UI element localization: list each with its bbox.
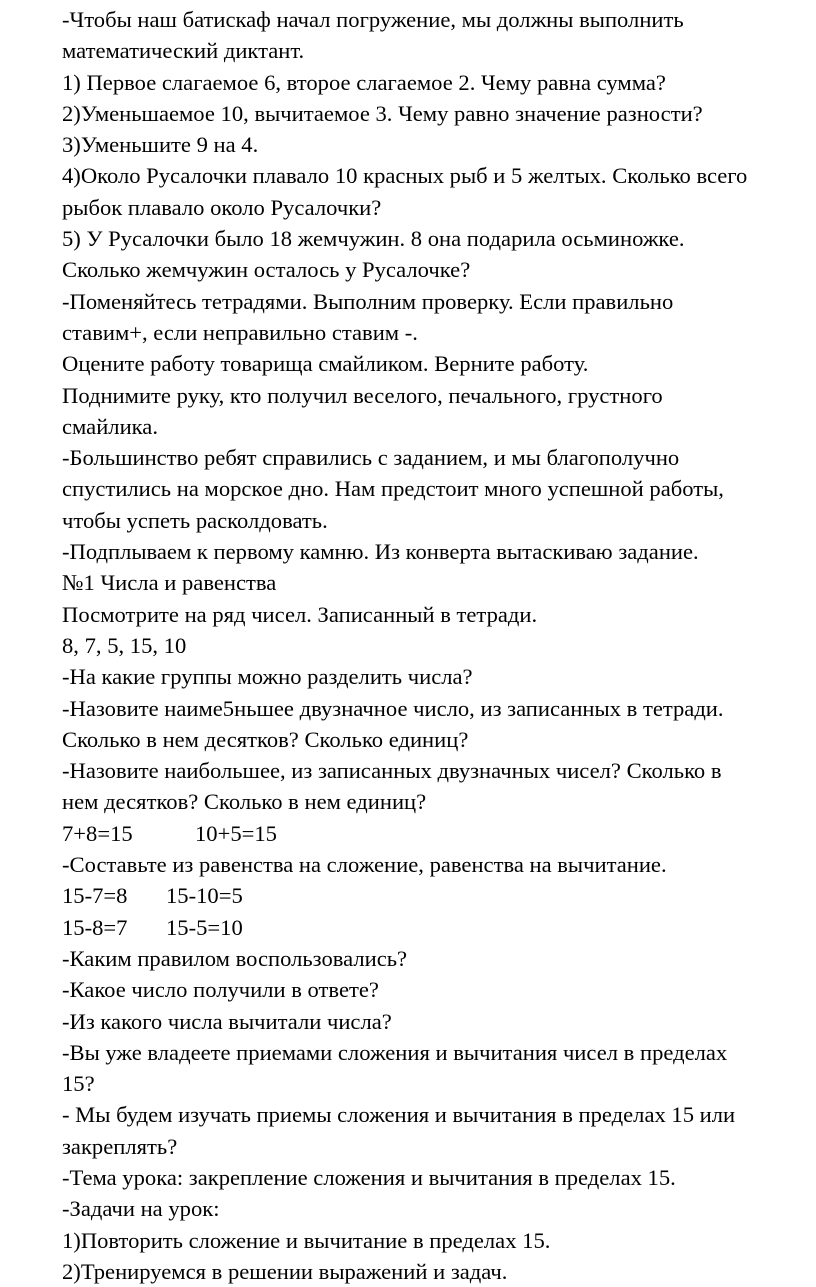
text-line: ставим+, если неправильно ставим -. <box>62 319 418 345</box>
text-line: спустились на морское дно. Нам предстоит много успешной работы, <box>62 476 724 502</box>
text-line: Сколько в нем десятков? Сколько единиц? <box>62 726 469 752</box>
subtraction-row <box>62 880 814 911</box>
dictation-question-2: 2)Уменьшаемое 10, вычитаемое 3. Чему равно значение разности? <box>62 100 703 126</box>
text-line: -Какое число получили в ответе? <box>62 977 379 1003</box>
text-line: -Вы уже владеете приемами сложения и вычитания чисел в пределах <box>62 1039 728 1065</box>
subtraction-b: 15-10=5 <box>166 883 243 909</box>
text-line: -Из какого числа вычитали числа? <box>62 1008 392 1034</box>
text-line: Поднимите руку, кто получил веселого, печального, грустного <box>62 382 663 408</box>
text-line: -Назовите наиме5ньшее двузначное число, из записанных в тетради. <box>62 695 724 721</box>
equality-first: 7+8=15 <box>62 820 133 846</box>
text-line: Посмотрите на ряд чисел. Записанный в тетради. <box>62 601 538 627</box>
text-line: рыбок плавало около Русалочки? <box>62 194 382 220</box>
dictation-question-3: 3)Уменьшите 9 на 4. <box>62 132 259 158</box>
lesson-goals-heading: -Задачи на урок: <box>62 1196 220 1222</box>
text-line: -Подплываем к первому камню. Из конверта вытаскиваю задание. <box>62 539 699 565</box>
dictation-question-5: 5) У Русалочки было 18 жемчужин. 8 она подарила осьминожке. <box>62 226 685 252</box>
document-text <box>62 4 814 1287</box>
text-line: 15? <box>62 1071 95 1097</box>
text-line: -Назовите наибольшее, из записанных двузначных чисел? Сколько в <box>62 758 722 784</box>
text-line: -Каким правилом воспользовались? <box>62 945 408 971</box>
equality-row <box>62 818 814 849</box>
text-line: -Поменяйтесь тетрадями. Выполним проверку. Если правильно <box>62 288 674 314</box>
text-line: математический диктант. <box>62 38 305 64</box>
subtraction-b: 15-5=10 <box>166 914 243 940</box>
text-line: смайлика. <box>62 413 158 439</box>
lesson-topic: -Тема урока: закрепление сложения и вычитания в пределах 15. <box>62 1164 676 1190</box>
section-heading: №1 Числа и равенства <box>62 570 277 596</box>
subtraction-a: 15-7=8 <box>62 883 128 909</box>
equality-second: 10+5=15 <box>195 820 277 846</box>
lesson-goal-2: 2)Тренируемся в решении выражений и задач. <box>62 1258 508 1284</box>
text-line: -Чтобы наш батискаф начал погружение, мы должны выполнить <box>62 7 684 32</box>
dictation-question-1: 1) Первое слагаемое 6, второе слагаемое 2. Чему равна сумма? <box>62 69 666 95</box>
text-line: Сколько жемчужин осталось у Русалочке? <box>62 257 471 283</box>
text-line: - Мы будем изучать приемы сложения и вычитания в пределах 15 или <box>62 1102 736 1128</box>
text-line: нем десятков? Сколько в нем единиц? <box>62 789 427 815</box>
text-line: -Большинство ребят справились с заданием, и мы благополучно <box>62 445 680 471</box>
text-line: чтобы успеть расколдовать. <box>62 507 328 533</box>
dictation-question-4: 4)Около Русалочки плавало 10 красных рыб и 5 желтых. Сколько всего <box>62 163 748 189</box>
text-line: -На какие группы можно разделить числа? <box>62 664 473 690</box>
number-series: 8, 7, 5, 15, 10 <box>62 632 187 658</box>
text-line: закреплять? <box>62 1133 178 1159</box>
task-line: -Составьте из равенства на сложение, равенства на вычитание. <box>62 852 667 878</box>
subtraction-row <box>62 912 814 943</box>
text-line: Оцените работу товарища смайликом. Верните работу. <box>62 351 589 377</box>
subtraction-a: 15-8=7 <box>62 914 128 940</box>
lesson-goal-1: 1)Повторить сложение и вычитание в пределах 15. <box>62 1227 551 1253</box>
